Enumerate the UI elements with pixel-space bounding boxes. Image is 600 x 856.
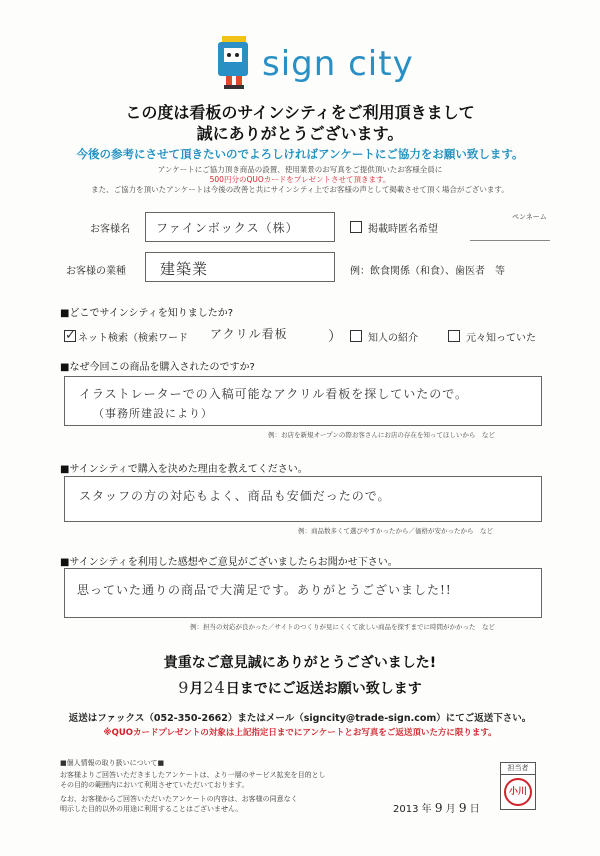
penname-label: ペンネーム	[512, 213, 547, 221]
deadline-month-unit: 月	[189, 681, 204, 697]
date-day-unit: 日	[469, 804, 480, 815]
brand-name: sign city	[262, 44, 414, 84]
q2-caption: 例：お店を新規オープンの際お客さんにお店の存在を知ってほしいから など	[268, 431, 495, 439]
closing-thanks: 貴重なご意見誠にありがとうございました!	[163, 655, 437, 671]
header-note3: また、ご協力を頂いたアンケートは今後の改善と共にサインシティ上でお客様の声として掲載させて頂く場合がございます。	[91, 185, 509, 194]
customer-name-label: お客様名	[90, 224, 130, 235]
submission-date	[393, 800, 480, 815]
q4-answer: 思っていた通りの商品で大満足です。ありがとうございました!!	[77, 583, 452, 597]
deadline-day: 24	[203, 678, 226, 697]
header-note2: 500円分のQUOカードをプレゼントさせて頂きます。	[209, 175, 391, 184]
q4-caption: 例：担当の対応が良かった／サイトのつくりが見にくくて欲しい商品を探すまでに時間がかかった など	[190, 623, 496, 631]
penname-line[interactable]	[470, 240, 550, 241]
q1-search-checkbox[interactable]	[64, 330, 76, 342]
q1-search-keyword: アクリル看板	[210, 327, 288, 341]
checkmark-icon: ✓	[65, 328, 76, 343]
industry-value: 建築業	[160, 260, 209, 278]
header-note1: アンケートにご協力頂き商品の設置、使用業景のお写真をご提供頂いたお客様全員に	[157, 165, 443, 174]
q2-answer-box[interactable]	[64, 376, 542, 426]
privacy-line3: なお、お客様からご回答いただいたアンケートの内容は、お客様の同意なく	[60, 795, 298, 803]
deadline-text: 日までにご返送お願い致します	[225, 681, 422, 697]
q4-answer-box[interactable]	[64, 568, 542, 618]
q3-caption: 例：商品数多くて選びやすかったから／価格が安かったから など	[298, 527, 493, 535]
staff-seal: 小川	[504, 778, 532, 806]
industry-example: 例：飲食関係（和食）、歯医者 等	[350, 266, 505, 277]
return-contact: 返送はファックス（052-350-2662）またはメール（signcity@trade-sign.com）にてご返送下さい。	[68, 713, 532, 724]
date-year-unit: 年	[421, 804, 432, 815]
industry-label: お客様の業種	[66, 266, 126, 277]
privacy-line2: その目的の範囲内において利用させていただいております。	[60, 781, 249, 789]
q1-known-checkbox[interactable]	[448, 330, 460, 342]
q4-title: ■サインシティを利用した感想やご意見がございましたらお聞かせ下さい。	[60, 557, 398, 568]
q1-title: ■どこでサインシティを知りましたか?	[60, 308, 234, 319]
customer-name-value: ファインボックス（株）	[156, 221, 299, 235]
q2-answer-line1: イラストレーターでの入稿可能なアクリル看板を探していたので。	[79, 387, 469, 401]
date-month: 9	[434, 801, 443, 815]
customer-name-field[interactable]	[145, 212, 335, 242]
q1-referral-label: 知人の紹介	[368, 333, 418, 344]
q3-answer: スタッフの方の対応もよく、商品も安価だったので。	[79, 489, 391, 503]
header-line2: 誠にありがとうございます。	[196, 124, 404, 143]
q1-search-label: ネット検索（検索ワード	[78, 333, 188, 344]
survey-request: 今後の参考にさせて頂きたいのでよろしければアンケートにご協力をお願い致します。	[76, 147, 524, 161]
q1-referral-checkbox[interactable]	[350, 330, 362, 342]
industry-field[interactable]	[145, 252, 335, 282]
privacy-line4: 明示した目的以外の用途に利用することはございません。	[60, 805, 243, 813]
q3-title: ■サインシティで購入を決めた理由を教えてください。	[60, 464, 308, 475]
quo-note: ※QUOカードプレゼントの対象は上記指定日までにアンケートとお写真をご返送頂いた方に限ります。	[103, 728, 497, 738]
q1-known-label: 元々知っていた	[466, 333, 536, 344]
deadline-month: 9	[178, 678, 190, 697]
staff-stamp-box	[500, 762, 536, 810]
date-day: 9	[458, 801, 467, 815]
q3-answer-box[interactable]	[64, 476, 542, 522]
privacy-line1: お客様よりご回答いただきましたアンケートは、より一層のサービス拡充を目的とし	[60, 771, 326, 779]
close-paren: ）	[328, 329, 342, 345]
anonymous-checkbox[interactable]	[350, 221, 362, 233]
header-line1: この度は看板のサインシティをご利用頂きまして	[125, 103, 475, 122]
staff-label: 担当者	[501, 763, 535, 775]
date-month-unit: 月	[445, 804, 456, 815]
date-year: 2013	[393, 804, 419, 815]
q2-answer-line2: （事務所建設により）	[93, 407, 213, 420]
anonymous-label: 掲載時匿名希望	[368, 224, 438, 235]
privacy-title: ■個人情報の取り扱いについて■	[60, 759, 165, 767]
q2-title: ■なぜ今回この商品を購入されたのですか?	[60, 362, 255, 373]
closing-deadline	[0, 678, 600, 698]
mascot-logo-icon	[212, 34, 256, 90]
